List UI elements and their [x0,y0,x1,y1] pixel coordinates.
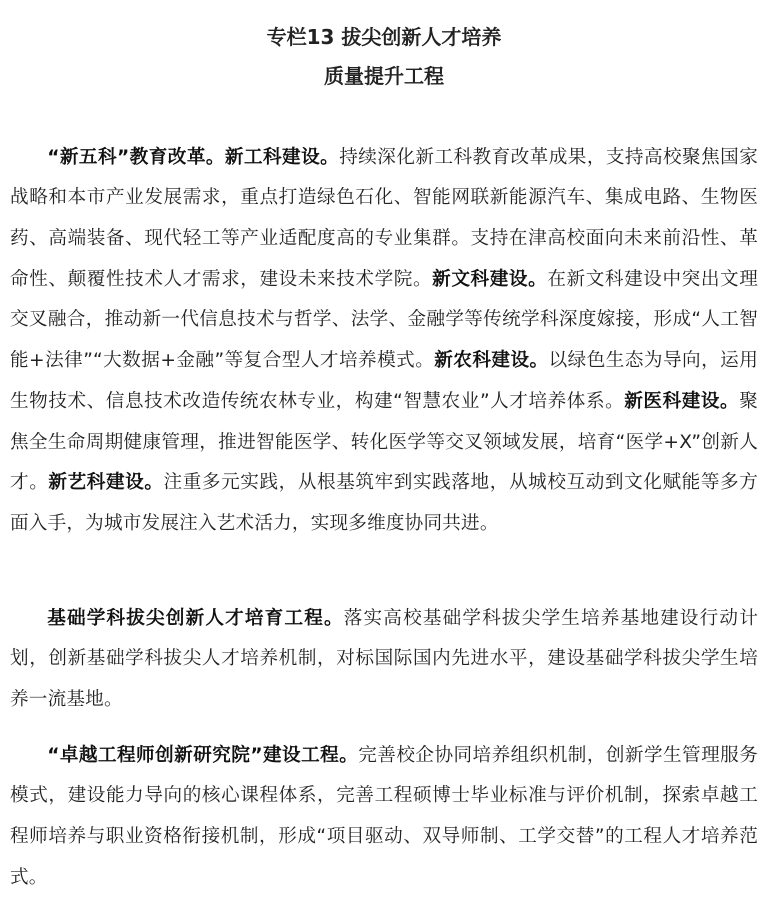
heading-new-arts: 新艺科建设。 [48,472,164,494]
heading-new-liberal-arts: 新文科建设。 [432,268,548,290]
column-subtitle: 质量提升工程 [324,64,444,88]
paragraph-engineer-institute [10,736,758,898]
text-new-engineering: 持续深化新工科教育改革成果，支持高校聚焦国家战略和本市产业发展需求，重点打造绿色石化、智能网联新能源汽车、集成电路、生物医药、高端装备、现代轻工等产业适配度高的专业集群。支持在津高校面向未来前沿性、革命性、颠覆性技术人才需求，建设未来技术学院。 [10,146,758,290]
text-engineer-institute: 完善校企协同培养组织机制，创新学生管理服务模式，建设能力导向的核心课程体系，完善工程硕博士毕业标准与评价机制，探索卓越工程师培养与职业资格衔接机制，形成“项目驱动、双导师制、工学交替”的工程人才培养范式。 [10,744,758,888]
heading-new-agriculture: 新农科建设。 [434,350,549,372]
paragraph-five-disciplines [10,138,758,545]
text-basic-disciplines: 落实高校基础学科拔尖学生培养基地建设行动计划，创新基础学科拔尖人才培养机制，对标国际国内先进水平，建设基础学科拔尖学生培养一流基地。 [10,607,758,710]
text-new-agriculture: 以绿色生态为导向，运用生物技术、信息技术改造传统农林专业，构建“智慧农业”人才培养体系。 [10,350,758,412]
column-title: 专栏13 拔尖创新人才培养 [266,25,502,49]
text-new-medicine: 聚焦全生命周期健康管理，推进智能医学、转化医学等交叉领域发展，培育“医学+X”创新人才。 [10,390,759,494]
text-new-arts: 注重多元实践，从根基筑牢到实践落地，从城校互动到文化赋能等多方面入手，为城市发展注入艺术活力，实现多维度协同共进。 [10,472,759,534]
text-new-liberal-arts: 在新文科建设中突出文理交叉融合，推动新一代信息技术与哲学、法学、金融学等传统学科深度嫁接，形成“人工智能+法律”“大数据+金融”等复合型人才培养模式。 [10,268,758,372]
heading-engineer-institute: “卓越工程师创新研究院”建设工程。 [47,744,359,766]
heading-new-five-disciplines: “新五科”教育改革。新工科建设。 [47,146,340,168]
heading-new-medicine: 新医科建设。 [624,390,740,412]
heading-basic-disciplines: 基础学科拔尖创新人才培育工程。 [47,607,344,629]
paragraph-basic-disciplines [10,599,758,721]
